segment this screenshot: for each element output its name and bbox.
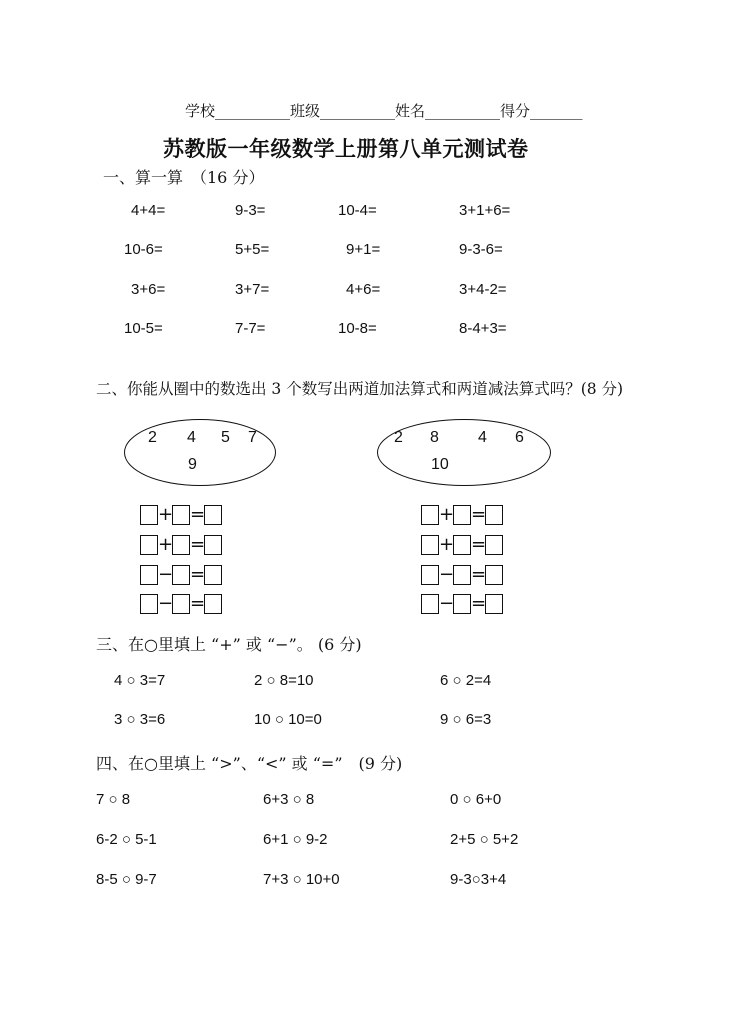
oval-number: 4: [187, 429, 196, 446]
equals-sign: =: [190, 534, 206, 555]
equals-sign: =: [471, 564, 487, 585]
student-info-line: 学校__________班级__________姓名__________得分_______: [185, 102, 583, 120]
oval-number: 4: [478, 429, 487, 446]
problem: 7-7=: [235, 320, 266, 337]
problem: 8-4+3=: [459, 320, 507, 337]
problem: 9-3=: [235, 202, 266, 219]
equation-blank-row: [140, 594, 222, 614]
oval-number: 7: [248, 429, 257, 446]
equation-blank-row: [421, 594, 503, 614]
problem: 3+6=: [131, 281, 166, 298]
problem: 10-4=: [338, 202, 377, 219]
section-2-heading: 二、你能从圈中的数选出 3 个数写出两道加法算式和两道减法算式吗？(8 分): [96, 380, 624, 398]
answer-box[interactable]: [172, 594, 190, 614]
problem: 5+5=: [235, 241, 270, 258]
oval-number: 9: [188, 456, 197, 473]
number-oval-1: [124, 419, 276, 486]
problem: 6+1 ○ 9-2: [263, 831, 328, 848]
problem: 10-6=: [124, 241, 163, 258]
answer-box[interactable]: [421, 594, 439, 614]
answer-box[interactable]: [421, 565, 439, 585]
oval-number: 10: [431, 456, 449, 473]
equation-blank-row: [421, 505, 503, 525]
answer-box[interactable]: [140, 535, 158, 555]
section-4-heading: 四、在○里填上 “>”、“<” 或 “=” (9 分): [96, 754, 403, 773]
equation-blank-row: [140, 565, 222, 585]
operator: +: [439, 504, 455, 525]
problem: 9+1=: [346, 241, 381, 258]
operator: +: [158, 534, 174, 555]
equation-blank-row: [140, 505, 222, 525]
answer-box[interactable]: [485, 565, 503, 585]
equals-sign: =: [471, 504, 487, 525]
answer-box[interactable]: [485, 535, 503, 555]
equation-blank-row: [140, 535, 222, 555]
problem: 4+4=: [131, 202, 166, 219]
section-1-heading: 一、算一算 （16 分）: [103, 168, 265, 187]
answer-box[interactable]: [140, 505, 158, 525]
problem: 2 ○ 8=10: [254, 672, 314, 689]
answer-box[interactable]: [453, 594, 471, 614]
operator: −: [439, 564, 455, 585]
number-oval-2: [377, 419, 551, 486]
answer-box[interactable]: [421, 505, 439, 525]
equals-sign: =: [190, 593, 206, 614]
answer-box[interactable]: [453, 535, 471, 555]
problem: 3+4-2=: [459, 281, 507, 298]
problem: 8-5 ○ 9-7: [96, 871, 157, 888]
oval-number: 6: [515, 429, 524, 446]
answer-box[interactable]: [204, 594, 222, 614]
operator: −: [439, 593, 455, 614]
problem: 2+5 ○ 5+2: [450, 831, 519, 848]
problem: 7 ○ 8: [96, 791, 131, 808]
answer-box[interactable]: [453, 505, 471, 525]
problem: 6+3 ○ 8: [263, 791, 315, 808]
oval-number: 2: [394, 429, 403, 446]
problem: 4 ○ 3=7: [114, 672, 166, 689]
answer-box[interactable]: [172, 565, 190, 585]
equals-sign: =: [190, 564, 206, 585]
problem: 0 ○ 6+0: [450, 791, 502, 808]
problem: 10-8=: [338, 320, 377, 337]
answer-box[interactable]: [140, 594, 158, 614]
equals-sign: =: [190, 504, 206, 525]
operator: −: [158, 593, 174, 614]
problem: 4+6=: [346, 281, 381, 298]
page-title: 苏教版一年级数学上册第八单元测试卷: [163, 137, 529, 161]
problem: 6 ○ 2=4: [440, 672, 492, 689]
answer-box[interactable]: [204, 505, 222, 525]
problem: 10-5=: [124, 320, 163, 337]
problem: 6-2 ○ 5-1: [96, 831, 157, 848]
equation-blank-row: [421, 535, 503, 555]
oval-number: 5: [221, 429, 230, 446]
answer-box[interactable]: [485, 594, 503, 614]
answer-box[interactable]: [140, 565, 158, 585]
oval-number: 2: [148, 429, 157, 446]
problem: 3 ○ 3=6: [114, 711, 166, 728]
problem: 3+1+6=: [459, 202, 511, 219]
answer-box[interactable]: [172, 535, 190, 555]
answer-box[interactable]: [421, 535, 439, 555]
answer-box[interactable]: [204, 565, 222, 585]
oval-number: 8: [430, 429, 439, 446]
problem: 10 ○ 10=0: [254, 711, 322, 728]
equals-sign: =: [471, 534, 487, 555]
problem: 9-3○3+4: [450, 871, 507, 888]
section-3-heading: 三、在○里填上 “+” 或 “−”。 (6 分): [96, 635, 362, 654]
problem: 9 ○ 6=3: [440, 711, 492, 728]
operator: +: [439, 534, 455, 555]
problem: 9-3-6=: [459, 241, 503, 258]
answer-box[interactable]: [485, 505, 503, 525]
answer-box[interactable]: [453, 565, 471, 585]
answer-box[interactable]: [204, 535, 222, 555]
operator: +: [158, 504, 174, 525]
equation-blank-row: [421, 565, 503, 585]
equals-sign: =: [471, 593, 487, 614]
problem: 3+7=: [235, 281, 270, 298]
problem: 7+3 ○ 10+0: [263, 871, 340, 888]
operator: −: [158, 564, 174, 585]
answer-box[interactable]: [172, 505, 190, 525]
